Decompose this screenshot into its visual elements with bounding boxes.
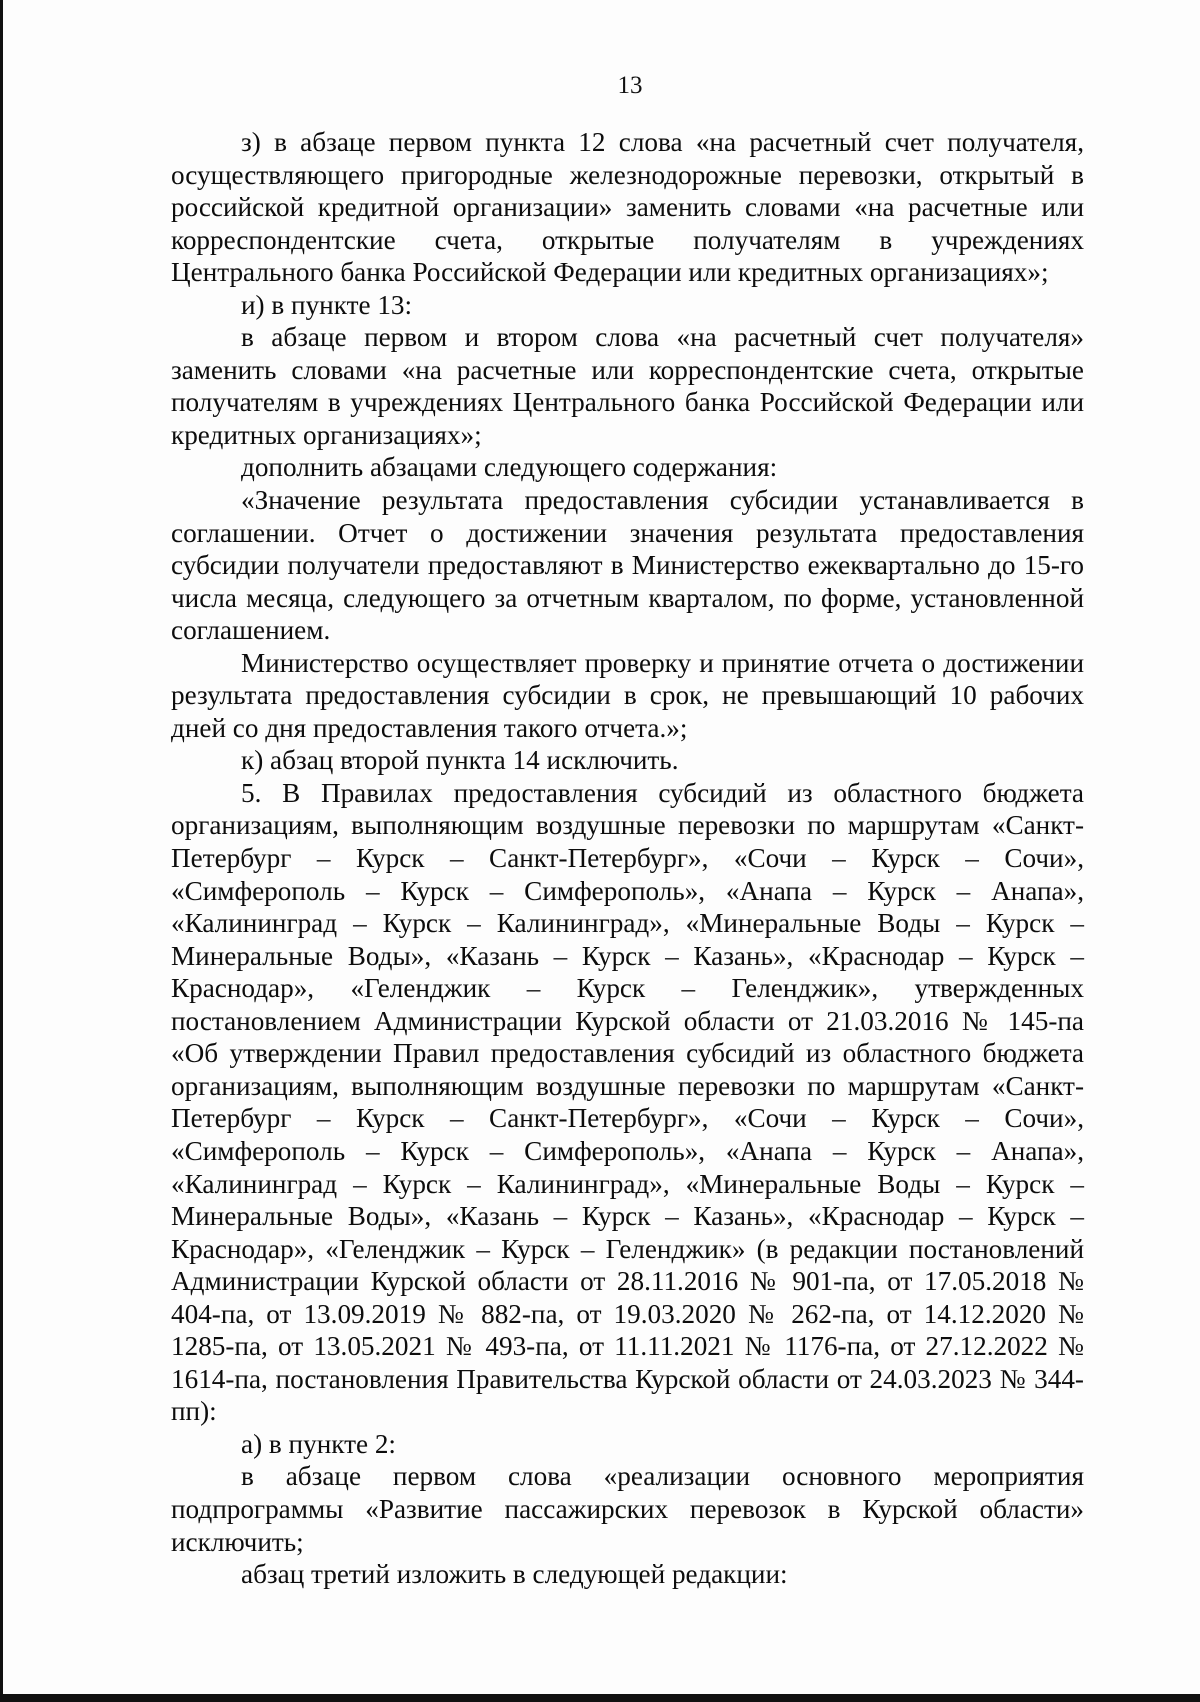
page-number: 13 [617, 72, 643, 99]
scan-edge-left [0, 0, 3, 1702]
paragraph-third-abzac: абзац третий изложить в следующей редакции: [241, 1559, 788, 1590]
paragraph-k-item: к) абзац второй пункта 14 исключить. [241, 745, 679, 776]
scan-edge-bottom [0, 1694, 1200, 1702]
paragraph-add-abzacs: дополнить абзацами следующего содержания: [241, 452, 778, 483]
paragraph-first-abzac-exclude: в абзаце первом слова «реализации основного мероприятия подпрограммы «Развитие пассажирских перевозок в Курской области» исключить; [171, 1461, 1084, 1557]
document-body [171, 126, 1084, 1591]
paragraph-first-second-abzac: в абзаце первом и втором слова «на расчетный счет получателя» заменить словами «на расчетные или корреспондентские счета, открытые получателям в учреждениях Центрального банка Российской Федерации или кредитных организациях»; [171, 322, 1084, 450]
paragraph-ministry-check: Министерство осуществляет проверку и принятие отчета о достижении результата предоставления субсидии в срок, не превышающий 10 рабочих дней со дня предоставления такого отчета.»; [171, 647, 1084, 743]
paragraph-result-value: «Значение результата предоставления субсидии устанавливается в соглашении. Отчет о достижении значения результата предоставления субсидии получатели предоставляют в Министерство ежеквартально до 15-го числа месяца, следующего за отчетным кварталом, по форме, установленной соглашением. [171, 485, 1084, 646]
paragraph-section-5: 5. В Правилах предоставления субсидий из областного бюджета организациям, выполняющим воздушные перевозки по маршрутам «Санкт-Петербург – Курск – Санкт-Петербург», «Сочи – Курск – Сочи», «Симферополь – Курск – Симферополь», «Анапа – Курск – Анапа», «Калининград – Курск – Калининград», «Минеральные Воды – Курск – Минеральные Воды», «Казань – Курск – Казань», «Краснодар – Курск – Краснодар», «Геленджик – Курск – Геленджик», утвержденных постановлением Администрации Курской области от 21.03.2016 № 145-па «Об утверждении Правил предоставления субсидий из областного бюджета организациям, выполняющим воздушные перевозки по маршрутам «Санкт-Петербург – Курск – Санкт-Петербург», «Сочи – Курск – Сочи», «Симферополь – Курск – Симферополь», «Анапа – Курск – Анапа», «Калининград – Курск – Калининград», «Минеральные Воды – Курск – Минеральные Воды», «Казань – Курск – Казань», «Краснодар – Курск – Краснодар», «Геленджик – Курск – Геленджик» (в редакции постановлений Администрации Курской области от 28.11.2016 № 901-па, от 17.05.2018 № 404-па, от 13.09.2019 № 882-па, от 19.03.2020 № 262-па, от 14.12.2020 № 1285-па, от 13.05.2021 № 493-па, от 11.11.2021 № 1176-па, от 27.12.2022 № 1614-па, постановления Правительства Курской области от 24.03.2023 № 344-пп): [171, 777, 1084, 1427]
paragraph-a-item: а) в пункте 2: [241, 1428, 396, 1459]
paragraph-i-item: и) в пункте 13: [241, 289, 413, 320]
paragraph-z-item: з) в абзаце первом пункта 12 слова «на расчетный счет получателя, осуществляющего пригородные железнодорожные перевозки, открытый в российской кредитной организации» заменить словами «на расчетные или корреспондентские счета, открытые получателям в учреждениях Центрального банка Российской Федерации или кредитных организациях»; [171, 127, 1084, 288]
